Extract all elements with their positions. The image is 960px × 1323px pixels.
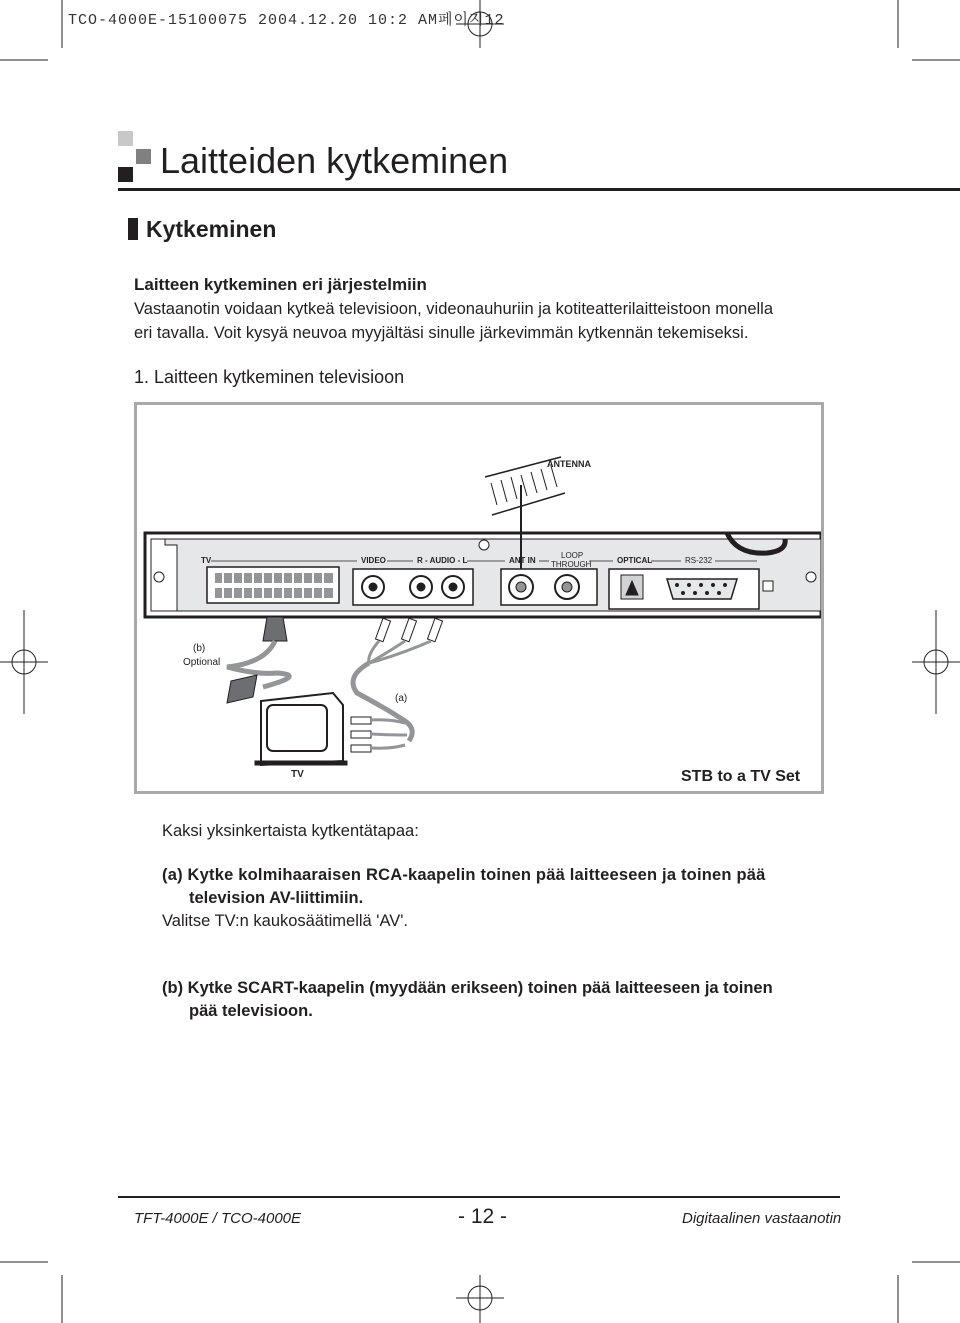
tv-label: TV (291, 769, 304, 780)
print-header-line: TCO-4000E-15100075 2004.12.20 10:2 AM페이지12 (68, 12, 505, 29)
method-b-line-2: pää televisioon. (189, 1002, 313, 1020)
scart-port-icon (207, 567, 339, 603)
label-b: (b) (193, 643, 206, 654)
intro-line-2: eri tavalla. Voit kysyä neuvoa myyjältäsi sinulle järkevimmän kytkennän tekemiseksi. (134, 324, 749, 342)
optical-rs232-ports-icon (609, 569, 773, 609)
method-a-line-3: Valitse TV:n kaukosäätimellä 'AV'. (162, 912, 408, 930)
section-title-text: Kytkeminen (146, 216, 277, 242)
rca-cable-icon (351, 618, 443, 752)
port-label-loop: LOOP (561, 551, 584, 560)
port-label-through: THROUGH (551, 560, 592, 569)
footer-page-number: - 12 - (458, 1205, 508, 1228)
diagram-caption: STB to a TV Set (681, 768, 801, 785)
footer-product: Digitaalinen vastaanotin (682, 1210, 842, 1227)
antenna-jacks-icon (501, 569, 597, 605)
scart-cable-icon (227, 617, 289, 703)
port-label-video: VIDEO (361, 556, 386, 565)
tv-icon (255, 693, 347, 765)
port-label-rs232: RS-232 (685, 556, 713, 565)
port-label-optical: OPTICAL (617, 556, 653, 565)
page-title: Laitteiden kytkeminen (160, 140, 509, 181)
intro-line-1: Vastaanotin voidaan kytkeä televisioon, videonauhuriin ja kotiteatterilaitteistoon monella (134, 300, 774, 318)
method-a-line-1: (a) Kytke kolmihaaraisen RCA-kaapelin toinen pää laitteeseen ja toinen pää (162, 866, 766, 884)
methods-intro: Kaksi yksinkertaista kytkentätapaa: (162, 822, 419, 840)
numbered-heading: 1. Laitteen kytkeminen televisioon (134, 367, 405, 387)
title-rule (118, 188, 960, 191)
port-label-tv: TV (201, 556, 212, 565)
section-title (128, 216, 276, 243)
port-label-ant-in: ANT IN (509, 556, 536, 565)
footer-model: TFT-4000E / TCO-4000E (134, 1210, 302, 1227)
port-label-audio: R - AUDIO - L (417, 556, 468, 565)
label-a: (a) (395, 693, 408, 704)
method-b-line-1: (b) Kytke SCART-kaapelin (myydään erikseen) toinen pää laitteeseen ja toinen (162, 979, 773, 997)
method-a-line-2: television AV-liittimiin. (189, 889, 364, 907)
section-bar-icon (128, 218, 138, 240)
rca-jacks-icon (353, 569, 473, 605)
antenna-label: ANTENNA (547, 459, 591, 469)
footer-rule (118, 1196, 840, 1198)
label-optional: Optional (183, 657, 221, 668)
subheading: Laitteen kytkeminen eri järjestelmiin (134, 275, 427, 294)
connection-diagram (134, 402, 824, 794)
diagram-svg (137, 405, 821, 791)
